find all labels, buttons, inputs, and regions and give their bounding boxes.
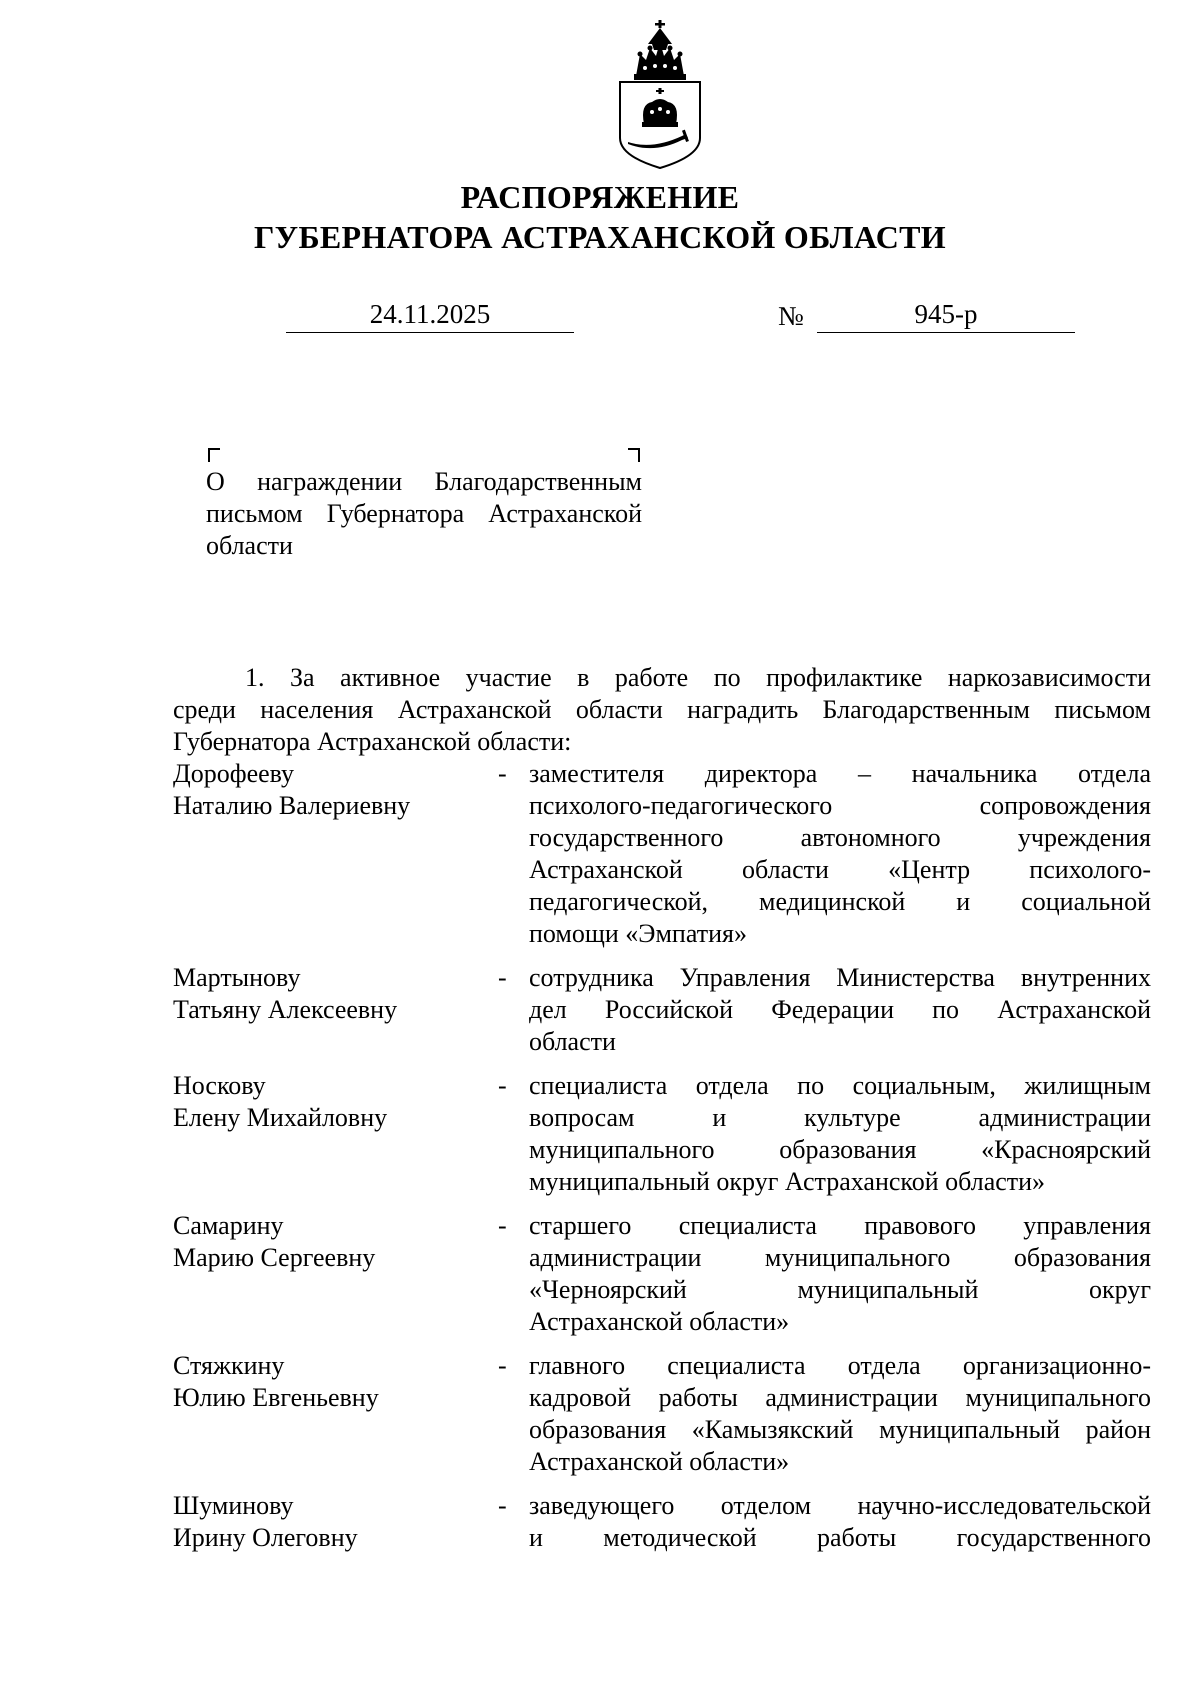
awardee-position (529, 1210, 1151, 1338)
position-line: психолого-педагогического сопровождения (529, 791, 1151, 820)
awardee-position (529, 758, 1151, 950)
position-line: специалиста отдела по социальным, жилищным (529, 1071, 1151, 1100)
position-line: муниципальный округ Астраханской области» (529, 1167, 1046, 1196)
position-line: главного специалиста отдела организационно- (529, 1351, 1151, 1380)
number-sign: № (778, 301, 804, 331)
awardee-given-names: Елену Михайловну (173, 1103, 388, 1132)
awardee-surname: Носкову (173, 1071, 266, 1100)
position-line: области (529, 1027, 616, 1056)
subject-corner-mark-right (628, 448, 640, 462)
awardee-given-names: Марию Сергеевну (173, 1243, 376, 1272)
awardee-surname: Шуминову (173, 1491, 294, 1520)
paragraph-line: Губернатора Астраханской области: (173, 727, 572, 756)
awardee-surname: Стяжкину (173, 1351, 285, 1380)
subject-heading (206, 466, 642, 562)
subject-line: О награждении Благодарственным (206, 467, 642, 496)
position-line: кадровой работы администрации муниципального (529, 1383, 1151, 1412)
position-line: образования «Камызякский муниципальный район (529, 1415, 1151, 1444)
awardee-given-names: Наталию Валериевну (173, 791, 411, 820)
document-type-title: РАСПОРЯЖЕНИЕ (460, 179, 740, 215)
position-line: дел Российской Федерации по Астраханской (529, 995, 1151, 1024)
position-line: педагогической, медицинской и социальной (529, 887, 1151, 916)
awardee-position (529, 1490, 1151, 1554)
awardee-given-names: Юлию Евгеньевну (173, 1383, 379, 1412)
issuer-title: ГУБЕРНАТОРА АСТРАХАНСКОЙ ОБЛАСТИ (254, 219, 946, 255)
astrakhan-coat-of-arms-icon (612, 20, 708, 170)
subject-line: области (206, 531, 293, 560)
paragraph-line: среди населения Астраханской области наградить Благодарственным письмом (173, 695, 1151, 724)
position-line: Астраханской области «Центр психолого- (529, 855, 1151, 884)
awardee-dash: - (498, 1351, 507, 1380)
awardee-position (529, 962, 1151, 1058)
awardee-dash: - (498, 1491, 507, 1520)
awardee-surname: Дорофееву (173, 759, 295, 788)
position-line: помощи «Эмпатия» (529, 919, 747, 948)
awardee-surname: Самарину (173, 1211, 284, 1240)
position-line: заместителя директора – начальника отдела (529, 759, 1151, 788)
awardee-position (529, 1070, 1151, 1198)
paragraph-line: 1. За активное участие в работе по профилактике наркозависимости (245, 663, 1151, 692)
position-line: государственного автономного учреждения (529, 823, 1151, 852)
paragraph-1 (173, 662, 1151, 758)
document-date: 24.11.2025 (286, 298, 574, 333)
position-line: заведующего отделом научно-исследовательской (529, 1491, 1151, 1520)
position-line: вопросам и культуре администрации (529, 1103, 1151, 1132)
awardee-dash: - (498, 1071, 507, 1100)
subject-line: письмом Губернатора Астраханской (206, 499, 642, 528)
position-line: и методической работы государственного (529, 1523, 1151, 1552)
awardee-given-names: Ирину Олеговну (173, 1523, 358, 1552)
position-line: Астраханской области» (529, 1307, 790, 1336)
position-line: Астраханской области» (529, 1447, 790, 1476)
awardee-given-names: Татьяну Алексеевну (173, 995, 398, 1024)
awardee-surname: Мартынову (173, 963, 301, 992)
position-line: муниципального образования «Красноярский (529, 1135, 1151, 1164)
document-number: 945-р (817, 298, 1075, 333)
subject-corner-mark-left (208, 448, 220, 462)
position-line: старшего специалиста правового управления (529, 1211, 1151, 1240)
awardee-dash: - (498, 759, 507, 788)
position-line: «Черноярский муниципальный округ (529, 1275, 1151, 1304)
position-line: сотрудника Управления Министерства внутренних (529, 963, 1151, 992)
awardee-position (529, 1350, 1151, 1478)
awardee-dash: - (498, 1211, 507, 1240)
awardee-dash: - (498, 963, 507, 992)
position-line: администрации муниципального образования (529, 1243, 1151, 1272)
